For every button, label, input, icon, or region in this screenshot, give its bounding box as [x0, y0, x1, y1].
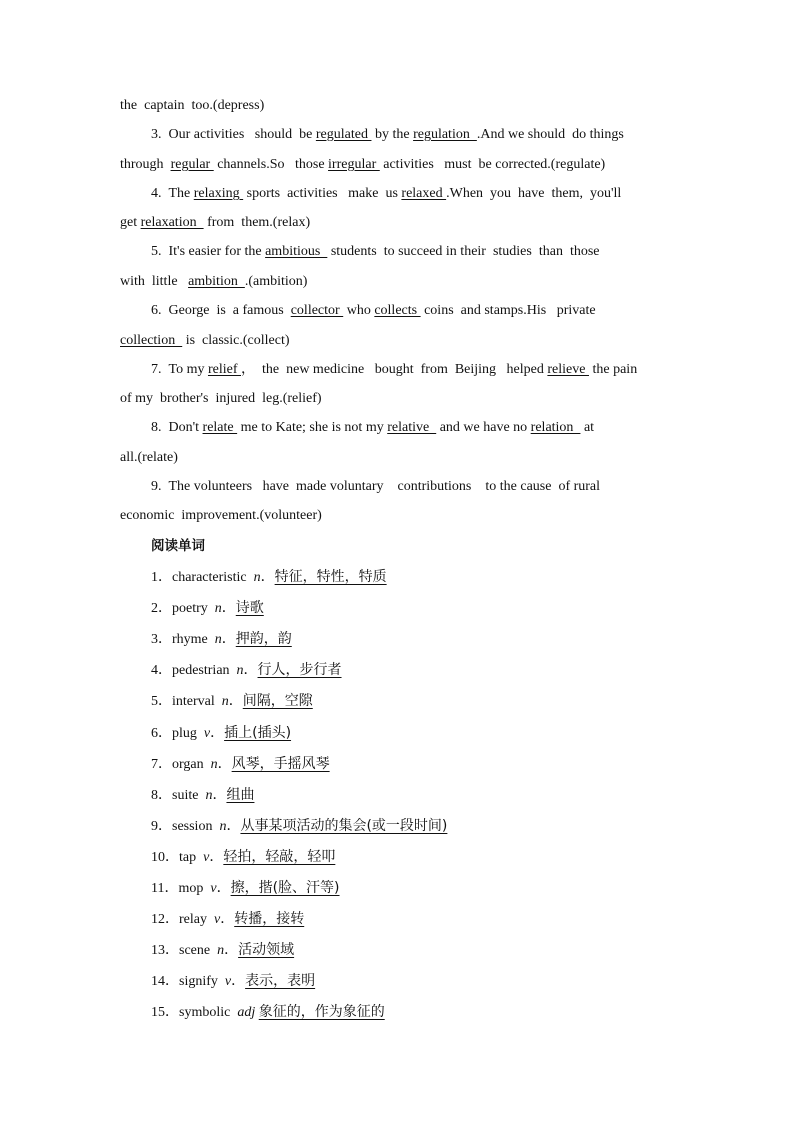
vocab-item	[151, 815, 447, 837]
pos-separator: ．	[210, 725, 225, 741]
vocab-meaning: 擦，揩(脸、汗等)	[230, 880, 340, 896]
exercise-text: activities must be corrected.(regulate)	[379, 157, 606, 172]
part-of-speech: n	[217, 943, 225, 959]
exercise-text: of my brother's injured leg.(relief)	[120, 391, 322, 406]
vocab-word: tap	[179, 849, 204, 865]
exercise-text: It's easier for the	[168, 244, 266, 259]
exercise-text: from them.(relax)	[203, 215, 311, 230]
exercise-line	[151, 477, 600, 497]
answer-blank: relaxing	[193, 186, 244, 201]
pos-separator: ．	[224, 943, 239, 959]
part-of-speech: v	[203, 849, 210, 865]
exercise-text: Don't	[168, 420, 203, 435]
part-of-speech: v	[210, 881, 217, 896]
exercise-line	[151, 242, 600, 262]
answer-blank: irregular	[328, 157, 380, 172]
exercise-line	[120, 272, 307, 292]
exercise-line	[120, 448, 178, 468]
vocab-word: organ	[172, 756, 211, 772]
vocab-word: rhyme	[172, 632, 215, 648]
vocab-word: scene	[179, 943, 218, 959]
vocab-meaning: 行人，步行者	[257, 662, 342, 679]
vocab-item	[151, 970, 315, 992]
vocab-meaning: 组曲	[226, 786, 255, 803]
exercise-text: Our activities should be	[168, 127, 316, 142]
exercise-text: sports activities make us	[243, 186, 402, 201]
vocab-meaning: 风琴，手摇风琴	[231, 755, 330, 772]
exercise-text: George is a famous	[168, 303, 291, 318]
vocab-item	[151, 846, 335, 868]
part-of-speech: n	[210, 756, 218, 772]
exercise-text: .(ambition)	[244, 274, 308, 289]
vocab-number: 1．	[151, 570, 172, 585]
exercise-number: 9.	[151, 479, 169, 494]
part-of-speech: v	[213, 912, 221, 928]
pos-separator: ．	[243, 663, 258, 679]
vocab-item	[151, 1001, 385, 1023]
vocab-item	[151, 690, 313, 712]
exercise-line	[151, 418, 594, 438]
vocab-meaning: 从事某项活动的集会(或一段时间)	[240, 817, 448, 834]
answer-blank: ambitious	[265, 244, 328, 259]
vocab-item	[151, 722, 291, 744]
answer-blank: collects	[374, 303, 421, 318]
answer-blank: relaxation	[140, 215, 204, 230]
exercise-line	[151, 125, 624, 145]
section-heading: 阅读单词	[151, 538, 205, 554]
vocab-number: 5．	[151, 694, 172, 710]
vocab-item	[151, 877, 340, 899]
vocab-word: mop	[178, 881, 211, 896]
vocab-word: poetry	[172, 601, 215, 617]
vocab-item	[151, 753, 330, 775]
vocab-meaning: 活动领域	[238, 942, 295, 959]
vocab-word: interval	[172, 694, 222, 710]
exercise-text: is classic.(collect)	[182, 333, 290, 348]
exercise-text: channels.So those	[213, 157, 329, 172]
answer-blank: relief	[207, 362, 241, 377]
pos-separator: ．	[220, 912, 235, 928]
answer-blank: regulated	[315, 127, 372, 142]
vocab-meaning: 转播，接转	[234, 911, 305, 928]
vocab-number: 15．	[151, 1005, 179, 1021]
exercise-text: at	[580, 420, 595, 435]
exercise-text: all.(relate)	[120, 450, 178, 465]
pos-separator: ．	[221, 632, 236, 648]
vocab-item	[151, 659, 342, 681]
vocab-number: 10．	[151, 849, 179, 865]
vocab-number: 4．	[151, 663, 172, 679]
answer-blank: relaxed	[401, 186, 447, 201]
pos-separator: ．	[228, 694, 243, 710]
exercise-text: The volunteers have made voluntary contributions to the cause of rural	[168, 479, 601, 494]
answer-blank: collector	[290, 303, 344, 318]
part-of-speech: n	[214, 601, 222, 617]
vocab-meaning: 间隔，空隙	[242, 693, 313, 710]
vocab-meaning: 表示，表明	[245, 973, 316, 990]
answer-blank: relative	[387, 420, 437, 435]
exercise-text: and we have no	[436, 420, 531, 435]
vocab-item	[151, 784, 254, 806]
pos-separator: ．	[212, 787, 227, 803]
pos-separator: ．	[217, 756, 232, 772]
answer-blank: regular	[170, 157, 214, 172]
exercise-number: 6.	[151, 303, 169, 318]
vocab-word: pedestrian	[172, 663, 237, 679]
vocab-meaning: 插上(插头)	[224, 724, 292, 741]
vocab-number: 13．	[151, 943, 179, 959]
vocab-item	[151, 908, 304, 930]
part-of-speech: n	[236, 663, 244, 679]
vocab-number: 11．	[151, 881, 179, 896]
exercise-line	[120, 96, 264, 116]
exercise-line	[120, 213, 310, 233]
part-of-speech: n	[214, 632, 222, 648]
exercise-text: by the	[371, 127, 414, 142]
part-of-speech: adj	[237, 1005, 256, 1021]
part-of-speech: n	[221, 694, 229, 710]
vocab-word: plug	[172, 725, 204, 741]
vocab-meaning: 特征，特性，特质	[274, 569, 387, 585]
answer-blank: relation	[530, 420, 581, 435]
vocab-number: 2．	[151, 601, 172, 617]
exercise-text: with little	[120, 274, 189, 289]
vocab-word: characteristic	[172, 570, 254, 585]
vocab-number: 6．	[151, 725, 172, 741]
vocab-number: 8．	[151, 787, 172, 803]
answer-blank: regulation	[413, 127, 477, 142]
exercise-text: .And we should do things	[476, 127, 624, 142]
part-of-speech: n	[219, 818, 227, 834]
exercise-text: who	[343, 303, 375, 318]
vocab-number: 12．	[151, 912, 179, 928]
pos-separator: ．	[221, 601, 236, 617]
part-of-speech: v	[203, 725, 211, 741]
exercise-line	[151, 184, 621, 204]
exercise-text: the pain	[588, 362, 638, 377]
vocab-word: session	[172, 818, 220, 834]
exercise-line	[120, 506, 322, 526]
vocab-word: suite	[172, 787, 206, 803]
vocab-item	[151, 939, 294, 961]
vocab-item	[151, 628, 292, 650]
exercise-text: To my	[168, 362, 208, 377]
answer-blank: ambition	[188, 274, 245, 289]
exercise-line	[120, 155, 605, 175]
pos-separator: ．	[226, 818, 241, 834]
exercise-text: ， the new medicine bought from Beijing helped	[241, 362, 548, 377]
pos-separator: ．	[209, 849, 224, 865]
answer-blank: relieve	[547, 362, 589, 377]
part-of-speech: v	[224, 974, 232, 990]
exercise-text: the captain too.(depress)	[120, 98, 265, 113]
vocab-item	[151, 597, 264, 619]
vocab-number: 14．	[151, 974, 179, 990]
exercise-line	[151, 360, 637, 380]
exercise-text: students to succeed in their studies than those	[327, 244, 600, 259]
exercise-number: 7.	[151, 362, 169, 377]
vocab-number: 7．	[151, 756, 172, 772]
exercise-text: coins and stamps.His private	[420, 303, 596, 318]
vocab-meaning: 诗歌	[235, 600, 264, 617]
pos-separator: ．	[260, 570, 275, 585]
vocab-item	[151, 566, 387, 588]
exercise-number: 8.	[151, 420, 169, 435]
vocab-word: symbolic	[179, 1005, 238, 1021]
pos-separator: ．	[231, 974, 246, 990]
vocab-word: relay	[179, 912, 214, 928]
exercise-text: me to Kate; she is not my	[237, 420, 388, 435]
exercise-text: .When you have them, you'll	[446, 186, 622, 201]
exercise-line	[120, 389, 322, 409]
answer-blank: relate	[202, 420, 238, 435]
exercise-number: 5.	[151, 244, 169, 259]
exercise-line	[151, 301, 596, 321]
exercise-text: The	[168, 186, 194, 201]
vocab-meaning: 押韵，韵	[235, 631, 292, 648]
vocab-number: 9．	[151, 818, 172, 834]
exercise-text: economic improvement.(volunteer)	[120, 508, 322, 523]
exercise-text: through	[120, 157, 171, 172]
part-of-speech: n	[205, 787, 213, 803]
exercise-number: 4.	[151, 186, 169, 201]
vocab-word: signify	[179, 974, 225, 990]
exercise-number: 3.	[151, 127, 169, 142]
pos-separator: ．	[216, 881, 231, 896]
vocab-meaning: 象征的，作为象征的	[258, 1004, 385, 1021]
vocab-meaning: 轻拍，轻敲，轻叩	[223, 848, 336, 865]
exercise-text: get	[120, 215, 141, 230]
answer-blank: collection	[120, 333, 183, 348]
part-of-speech: n	[253, 570, 261, 585]
vocab-number: 3．	[151, 632, 172, 648]
exercise-line	[120, 331, 290, 351]
